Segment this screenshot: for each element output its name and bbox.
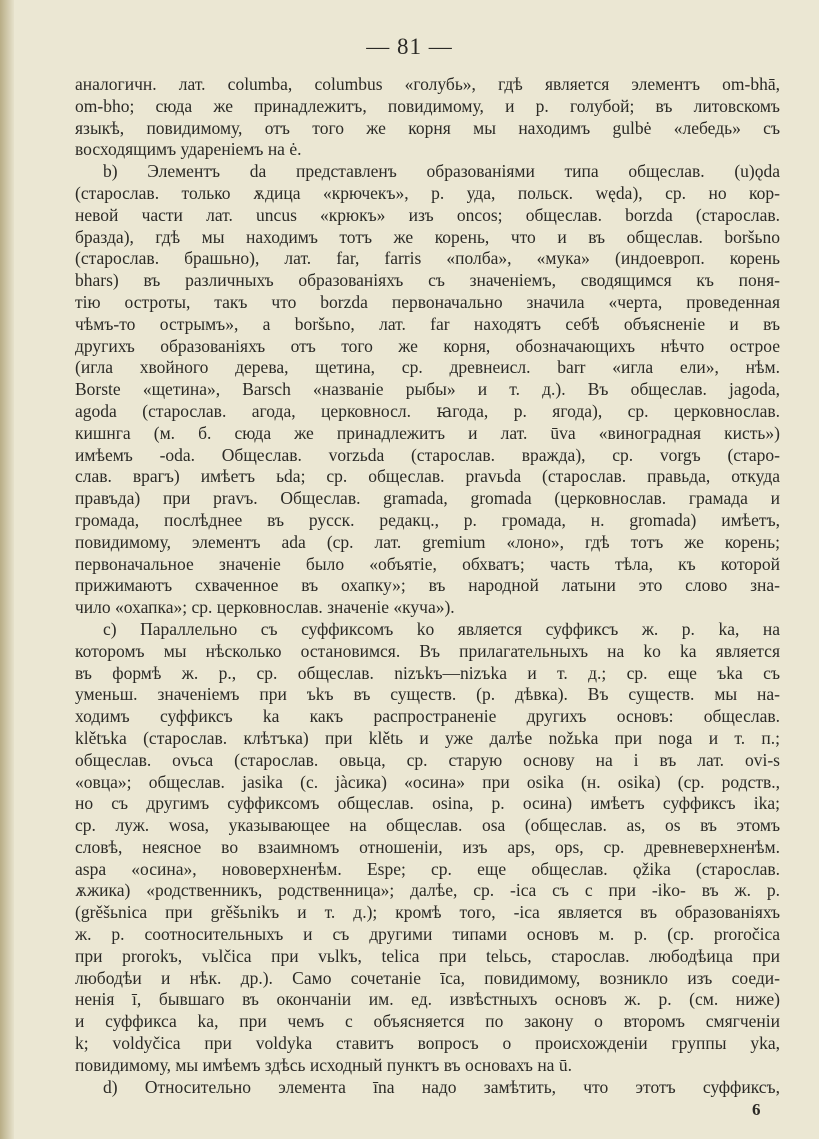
text-line: громада, послѣднее въ русск. редакц., р. громада, н. gromada) имѣетъ, bbox=[75, 509, 780, 530]
text-line: правъда) при pravъ. Общеслав. gramada, gromada (церковнослав. грамада и bbox=[75, 488, 780, 509]
text-line: въ формѣ ж. р., ср. общеслав. nizъkъ—nizъka и т. д.; ср. еще ъka съ bbox=[75, 662, 780, 683]
text-line: «овца»; общеслав. jasika (с. jàсика) «осина» при osika (н. osika) (ср. родств., bbox=[75, 771, 780, 792]
text-line: ненія ī, бывшаго въ окончаніи им. ед. извѣстныхъ основъ ж. р. (см. ниже) bbox=[75, 989, 780, 1010]
text-line: повидимому, мы имѣемъ здѣсь исходный пунктъ въ основахъ на ū. bbox=[75, 1054, 572, 1075]
text-line: первоначальное значеніе было «объятіе, обхватъ; часть тѣла, къ которой bbox=[75, 553, 780, 574]
text-line: c) Параллельно съ суффиксомъ ko является суффиксъ ж. р. ka, на bbox=[103, 618, 780, 639]
paragraph bbox=[75, 1077, 780, 1099]
text-line: b) Элементъ da представленъ образованіями типа общеслав. (u)ǫda bbox=[103, 161, 780, 182]
text-line: тію остроты, такъ что borzda первоначально значила «черта, проведенная bbox=[75, 291, 780, 312]
paragraph bbox=[75, 619, 780, 1077]
text-line: ср. луж. wosa, указывающее на общеслав. osa (общеслав. as, os въ этомъ bbox=[75, 815, 780, 836]
text-line: (старослав. брашьно), лат. far, farris «полба», «мука» (индоевроп. корень bbox=[75, 248, 780, 269]
text-line: чѣмъ-то острымъ», а boršьno, лат. far находятъ себѣ объясненіе и въ bbox=[75, 313, 780, 334]
text-line: d) Относительно элемента īna надо замѣтить, что этотъ суффиксъ, bbox=[103, 1076, 780, 1097]
text-line: языкѣ, повидимому, отъ того же корня мы находимъ gulbė «лебедь» съ bbox=[75, 117, 780, 138]
text-line: Borste «щетина», Barsch «названіе рыбы» и т. д.). Въ общеслав. jagoda, bbox=[75, 379, 780, 400]
text-line: bhars) въ различныхъ образованіяхъ съ значеніемъ, сводящимся къ поня- bbox=[75, 270, 780, 291]
text-line: k; voldyčica при voldyka ставитъ вопросъ о происхожденіи группы yka, bbox=[75, 1033, 780, 1054]
text-line: которомъ мы нѣсколько остановимся. Въ прилагательныхъ на ko ka является bbox=[75, 640, 780, 661]
text-line: повидимому, элементъ ada (ср. лат. gremium «лоно», гдѣ тотъ же корень; bbox=[75, 531, 780, 552]
text-line: кишнга (м. б. сюда же принадлежитъ и лат. ūva «виноградная кисть») bbox=[75, 422, 780, 443]
text-line: слав. врагъ) имѣетъ ьda; ср. общеслав. pravьda (старослав. правьда, откуда bbox=[75, 466, 780, 487]
text-line: ѫжика) «родственникъ, родственница»; далѣе, ср. -ica съ c при -iko- въ ж. р. bbox=[75, 880, 780, 901]
text-line: (старослав. только ѫдица «крючекъ», р. уда, польск. węda), ср. но кор- bbox=[75, 182, 780, 203]
text-line: восходящимъ удареніемъ на ė. bbox=[75, 139, 302, 160]
text-line: aspa «осина», нововерхненѣм. Espe; ср. еще общеслав. ǫžika (старослав. bbox=[75, 858, 780, 879]
text-line: аналогичн. лат. columba, columbus «голубь», гдѣ является элементъ om-bhā, bbox=[75, 74, 780, 94]
text-line: и суффикса ka, при чемъ c объясняется по закону о второмъ смягченіи bbox=[75, 1011, 780, 1032]
text-line: ходимъ суффиксъ ka какъ распространеніе другихъ основъ: общеслав. bbox=[75, 706, 780, 727]
text-line: klětъka (старослав. клѣтъка) при klětь и уже далѣе nožьka при noga и т. п.; bbox=[75, 727, 780, 748]
text-line: другихъ образованіяхъ отъ того же корня, обозначающихъ нѣчто острое bbox=[75, 335, 780, 356]
text-line: om-bho; сюда же принадлежитъ, повидимому, и р. голубой; въ литовскомъ bbox=[75, 95, 780, 116]
text-line: невой части лат. uncus «крюкъ» изъ oncos; общеслав. borzda (старослав. bbox=[75, 204, 780, 225]
text-line: (игла хвойного дерева, щетина, ср. древнеисл. barr «игла ели», нѣм. bbox=[75, 357, 780, 378]
text-line: общеслав. ovьca (старослав. овьца, ср. старую основу на i въ лат. ovi-s bbox=[75, 749, 780, 770]
text-line: бразда), гдѣ мы находимъ тотъ же корень, что и въ общеслав. boršьno bbox=[75, 226, 780, 247]
text-line: имѣемъ -oda. Общеслав. vorzьda (старослав. враждa), ср. vorgъ (старо- bbox=[75, 444, 780, 465]
page-body-text bbox=[75, 74, 780, 1098]
text-line: при prorokъ, vьlčica при vьlkъ, telica при telьcь, старослав. любодѣица при bbox=[75, 945, 780, 966]
text-line: чило «охапка»; ср. церковнослав. значеніе «куча»). bbox=[75, 597, 455, 618]
text-line: agoda (старослав. агода, церковносл. ꙗгода, р. ягода), ср. церковнослав. bbox=[75, 400, 780, 421]
text-line: уменьш. значеніемъ при ъkъ въ существ. (р. дѣвка). Въ существ. мы на- bbox=[75, 684, 780, 705]
printer-signature-mark: 6 bbox=[752, 1100, 761, 1119]
paragraph bbox=[75, 161, 780, 619]
text-line: прижимаютъ схваченное въ охапку»; въ народной латыни это слово зна- bbox=[75, 575, 780, 596]
page-binding-edge bbox=[0, 0, 14, 1139]
text-line: любодѣи и нѣк. др.). Само сочетаніе īca, повидимому, возникло изъ соеди- bbox=[75, 967, 780, 988]
page-number-header: — 81 — bbox=[366, 34, 453, 59]
text-line: но съ другимъ суффиксомъ общеслав. osina, р. осина) имѣетъ суффиксъ ika; bbox=[75, 793, 780, 814]
text-line: словѣ, неясное во взаимномъ отношеніи, изъ aps, ops, ср. древневерхненѣм. bbox=[75, 836, 780, 857]
text-line: (grěšьnica при grěšьnikъ и т. д.); кромѣ того, -ica является въ образованіяхъ bbox=[75, 902, 780, 923]
text-line: ж. р. соотносительныхъ и съ другими типами основъ м. р. (ср. proročica bbox=[75, 924, 780, 945]
paragraph bbox=[75, 74, 780, 161]
